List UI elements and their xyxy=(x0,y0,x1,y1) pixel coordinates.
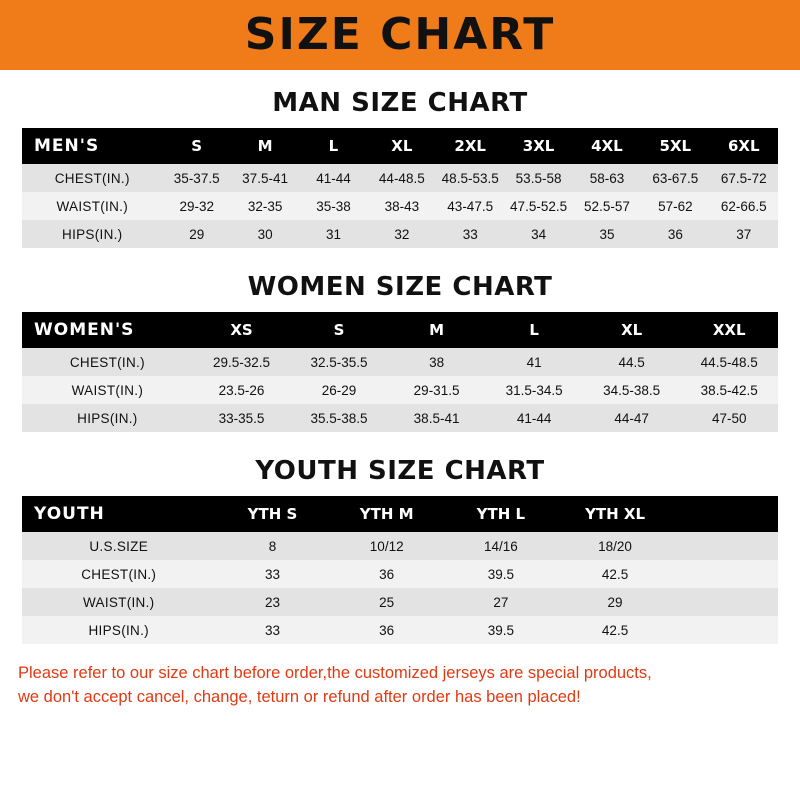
men-size-table xyxy=(22,128,778,248)
youth-header-l: YTH L xyxy=(476,505,526,523)
youth-hips-s: 33 xyxy=(265,622,281,638)
men-header-m: M xyxy=(257,137,273,155)
youth-chest-m: 36 xyxy=(379,566,395,582)
table-header-row xyxy=(22,496,778,532)
table-row xyxy=(22,192,778,220)
youth-ussize-l: 14/16 xyxy=(483,538,518,554)
men-section xyxy=(0,88,800,248)
men-chest-3xl: 53.5-58 xyxy=(515,170,562,186)
men-hips-2xl: 33 xyxy=(462,226,478,242)
women-chest-label: CHEST(IN.) xyxy=(69,354,145,370)
youth-waist-l: 27 xyxy=(493,594,509,610)
youth-waist-spacer xyxy=(672,588,778,616)
youth-ussize-m: 10/12 xyxy=(369,538,404,554)
women-header-xl: XL xyxy=(621,321,643,339)
men-header-xl: XL xyxy=(391,137,413,155)
women-chest-s: 32.5-35.5 xyxy=(310,354,368,370)
women-hips-s: 35.5-38.5 xyxy=(310,410,368,426)
women-waist-s: 26-29 xyxy=(321,382,357,398)
men-header-4xl: 4XL xyxy=(591,137,623,155)
banner xyxy=(0,0,800,70)
men-header-s: S xyxy=(191,137,203,155)
youth-hips-label: HIPS(IN.) xyxy=(88,622,149,638)
youth-chest-label: CHEST(IN.) xyxy=(81,566,157,582)
men-header-l: L xyxy=(328,137,339,155)
men-section-title: MAN SIZE CHART xyxy=(272,88,528,118)
men-waist-4xl: 52.5-57 xyxy=(584,198,630,214)
women-hips-label: HIPS(IN.) xyxy=(77,410,138,426)
women-hips-xs: 33-35.5 xyxy=(218,410,265,426)
women-header-m: M xyxy=(429,321,445,339)
men-hips-m: 30 xyxy=(257,226,273,242)
youth-ussize-spacer xyxy=(672,532,778,560)
men-hips-6xl: 37 xyxy=(736,226,752,242)
women-chest-xl: 44.5 xyxy=(618,354,645,370)
men-chest-m: 37.5-41 xyxy=(242,170,288,186)
men-chest-5xl: 63-67.5 xyxy=(652,170,699,186)
men-hips-label: HIPS(IN.) xyxy=(62,226,123,242)
men-chest-s: 35-37.5 xyxy=(173,170,220,186)
men-chest-label: CHEST(IN.) xyxy=(54,170,130,186)
men-chest-l: 41-44 xyxy=(316,170,351,186)
youth-header-label: YOUTH xyxy=(34,504,105,524)
youth-waist-xl: 29 xyxy=(607,594,623,610)
men-hips-3xl: 34 xyxy=(531,226,547,242)
men-waist-5xl: 57-62 xyxy=(658,198,693,214)
disclaimer-line-2: we don't accept cancel, change, teturn or refund after order has been placed! xyxy=(18,687,581,706)
youth-hips-xl: 42.5 xyxy=(601,622,629,638)
men-waist-6xl: 62-66.5 xyxy=(720,198,767,214)
women-header-label: WOMEN'S xyxy=(34,320,135,340)
women-size-table xyxy=(22,312,778,432)
women-section xyxy=(0,272,800,432)
youth-hips-m: 36 xyxy=(379,622,395,638)
men-chest-2xl: 48.5-53.5 xyxy=(441,170,499,186)
table-row xyxy=(22,376,778,404)
table-row xyxy=(22,588,778,616)
women-hips-m: 38.5-41 xyxy=(413,410,460,426)
youth-chest-s: 33 xyxy=(265,566,281,582)
youth-section xyxy=(0,456,800,644)
table-row xyxy=(22,220,778,248)
men-hips-xl: 32 xyxy=(394,226,410,242)
page-title: SIZE CHART xyxy=(244,9,556,60)
men-hips-5xl: 36 xyxy=(667,226,683,242)
men-hips-s: 29 xyxy=(189,226,205,242)
table-row xyxy=(22,348,778,376)
table-row xyxy=(22,616,778,644)
youth-section-title: YOUTH SIZE CHART xyxy=(255,456,545,486)
youth-ussize-label: U.S.SIZE xyxy=(89,538,149,554)
youth-ussize-xl: 18/20 xyxy=(598,538,632,554)
women-waist-m: 29-31.5 xyxy=(413,382,460,398)
youth-header-xl: YTH XL xyxy=(585,505,646,523)
women-header-l: L xyxy=(529,321,539,339)
women-hips-l: 41-44 xyxy=(516,410,552,426)
youth-waist-s: 23 xyxy=(265,594,281,610)
men-waist-s: 29-32 xyxy=(179,198,214,214)
table-header-row xyxy=(22,312,778,348)
men-chest-6xl: 67.5-72 xyxy=(720,170,767,186)
youth-waist-label: WAIST(IN.) xyxy=(82,594,155,610)
youth-chest-spacer xyxy=(672,560,778,588)
women-waist-xxl: 38.5-42.5 xyxy=(700,382,758,398)
women-waist-xl: 34.5-38.5 xyxy=(603,382,661,398)
women-chest-xxl: 44.5-48.5 xyxy=(700,354,758,370)
youth-chest-l: 39.5 xyxy=(487,566,514,582)
men-waist-2xl: 43-47.5 xyxy=(447,198,494,214)
women-hips-xl: 44-47 xyxy=(614,410,649,426)
men-waist-m: 32-35 xyxy=(247,198,283,214)
youth-ussize-s: 8 xyxy=(268,538,277,554)
women-header-xs: XS xyxy=(230,321,253,339)
women-header-xxl: XXL xyxy=(712,321,746,339)
men-chest-4xl: 58-63 xyxy=(589,170,625,186)
men-waist-xl: 38-43 xyxy=(384,198,420,214)
youth-size-table xyxy=(22,496,778,644)
youth-header-s: YTH S xyxy=(247,505,298,523)
men-header-label: MEN'S xyxy=(34,136,100,156)
men-header-3xl: 3XL xyxy=(522,137,555,155)
youth-waist-m: 25 xyxy=(379,594,395,610)
youth-header-spacer xyxy=(672,496,778,532)
men-header-6xl: 6XL xyxy=(727,137,760,155)
youth-header-m: YTH M xyxy=(359,505,414,523)
youth-chest-xl: 42.5 xyxy=(601,566,629,582)
women-waist-label: WAIST(IN.) xyxy=(71,382,144,398)
women-section-title: WOMEN SIZE CHART xyxy=(247,272,553,302)
women-waist-l: 31.5-34.5 xyxy=(505,382,563,398)
table-row xyxy=(22,404,778,432)
men-hips-l: 31 xyxy=(325,226,341,242)
disclaimer-note xyxy=(0,662,800,710)
men-waist-label: WAIST(IN.) xyxy=(56,198,128,214)
women-chest-m: 38 xyxy=(429,354,445,370)
men-waist-3xl: 47.5-52.5 xyxy=(510,198,568,214)
women-chest-l: 41 xyxy=(526,354,542,370)
disclaimer-line-1: Please refer to our size chart before order,the customized jerseys are special products, xyxy=(18,664,652,682)
men-chest-xl: 44-48.5 xyxy=(378,170,425,186)
table-row xyxy=(22,532,778,560)
men-waist-l: 35-38 xyxy=(316,198,351,214)
table-header-row xyxy=(22,128,778,164)
table-row xyxy=(22,164,778,192)
men-header-5xl: 5XL xyxy=(659,137,692,155)
youth-hips-spacer xyxy=(672,616,778,644)
women-chest-xs: 29.5-32.5 xyxy=(212,354,271,370)
women-header-s: S xyxy=(333,321,345,339)
men-header-2xl: 2XL xyxy=(454,137,486,155)
table-row xyxy=(22,560,778,588)
women-hips-xxl: 47-50 xyxy=(711,410,747,426)
youth-hips-l: 39.5 xyxy=(487,622,514,638)
women-waist-xs: 23.5-26 xyxy=(218,382,265,398)
men-hips-4xl: 35 xyxy=(599,226,615,242)
